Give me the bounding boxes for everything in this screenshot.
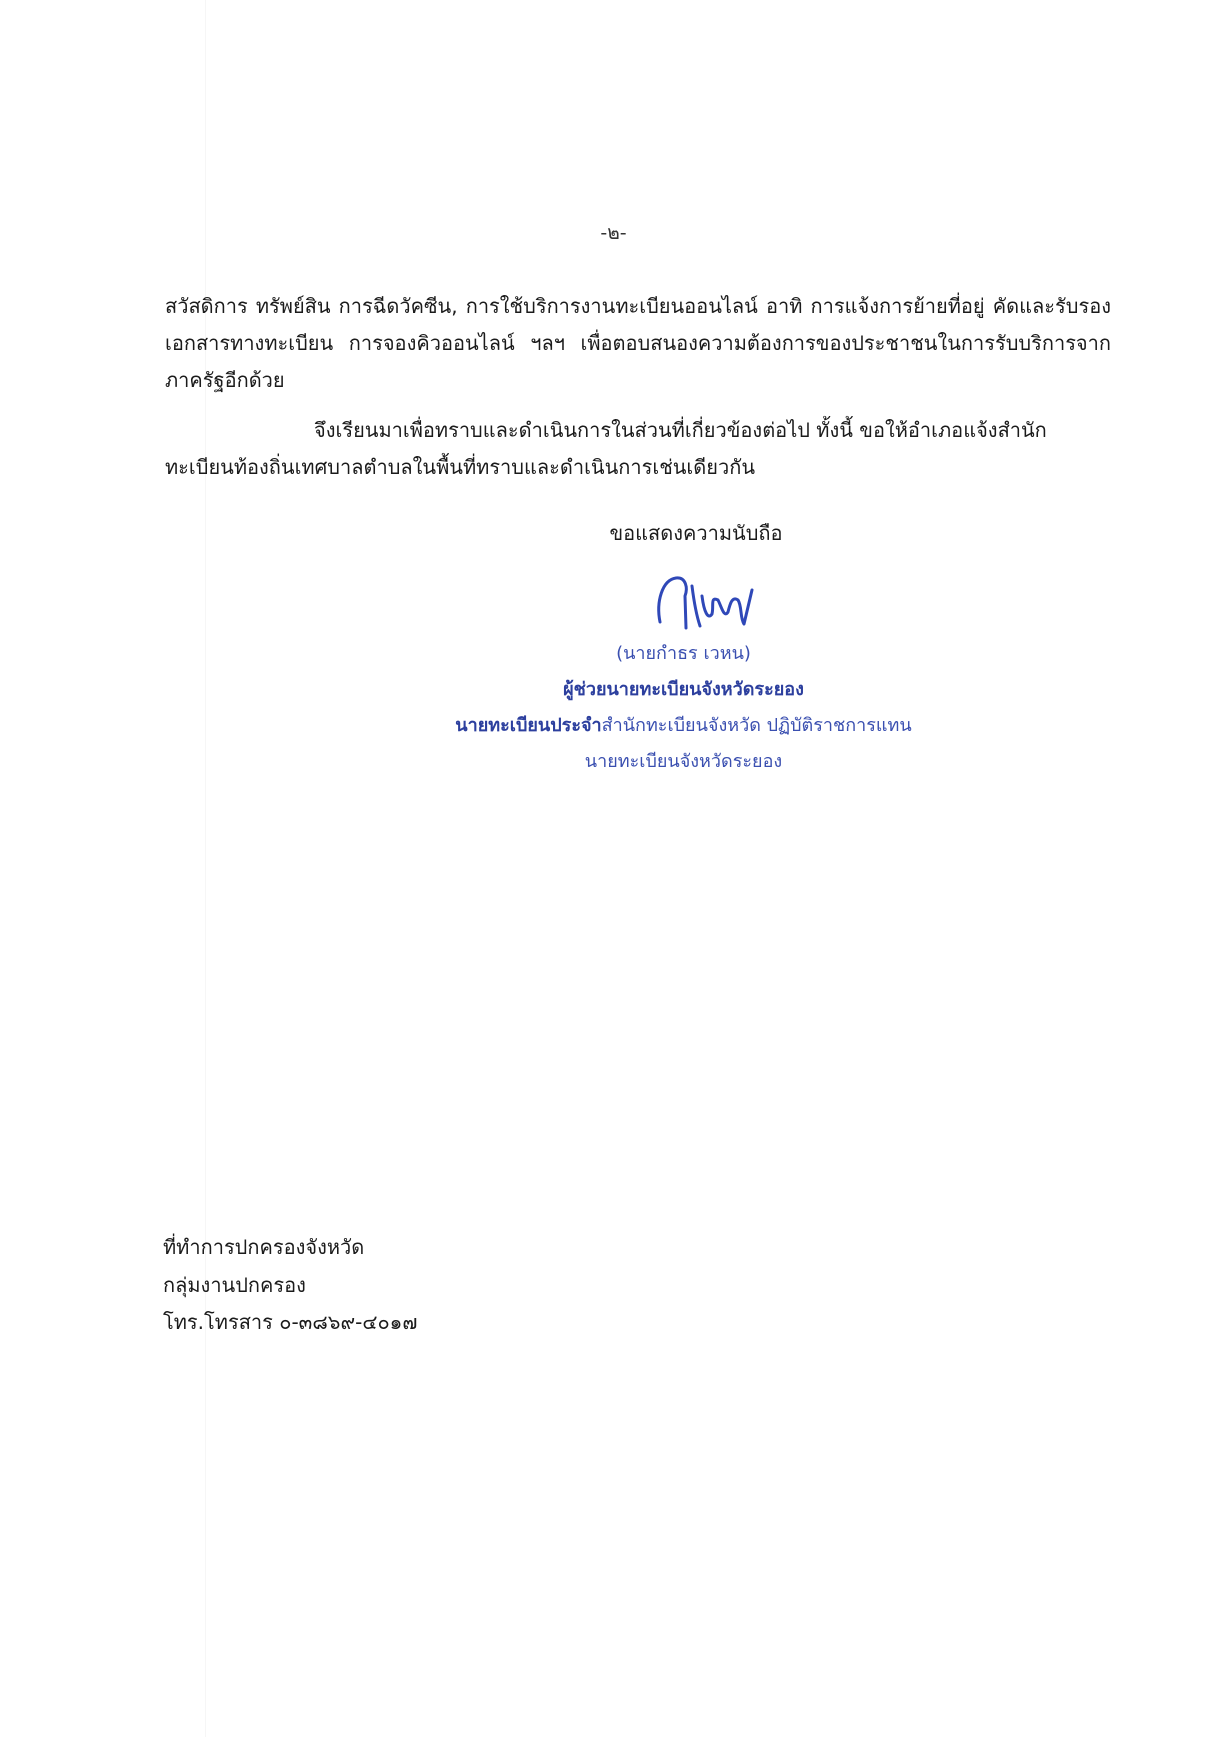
signatory-title-assistant: ผู้ช่วยนายทะเบียนจังหวัดระยอง	[563, 679, 804, 700]
footer-contact	[163, 1229, 417, 1342]
footer-phone-fax: โทร.โทรสาร ๐-๓๘๖๙-๔๐๑๗	[163, 1310, 418, 1334]
body-paragraph-2: จึงเรียนมาเพื่อทราบและดำเนินการในส่วนที่เกี่ยวข้องต่อไป ทั้งนี้ ขอให้อำเภอแจ้งสำนักทะเบียนท้องถิ่นเทศบาลตำบลในพื้นที่ทราบและดำเนินการเช่นเดียวกัน	[165, 418, 1047, 479]
footer-division: กลุ่มงานปกครอง	[163, 1272, 306, 1297]
signatory-title-registrar-rest: สำนักทะเบียนจังหวัด ปฏิบัติราชการแทน	[601, 715, 912, 736]
handwritten-signature	[652, 572, 762, 634]
signatory-name: (นายกำธร เวหน)	[616, 643, 751, 664]
signatory-title-provincial: นายทะเบียนจังหวัดระยอง	[584, 751, 783, 772]
signature-block	[0, 636, 1227, 780]
body-paragraph-1: สวัสดิการ ทรัพย์สิน การฉีดวัคซีน, การใช้บริการงานทะเบียนออนไลน์ อาทิ การแจ้งการย้ายที่อยู่ คัดและรับรองเอกสารทางทะเบียน การจองคิวออนไลน์ ฯลฯ เพื่อตอบสนองความต้องการของประชาชนในการรับบริการจากภาครัฐอีกด้วย	[165, 294, 1111, 392]
signatory-title-registrar	[140, 708, 1227, 744]
page-number: -๒-	[600, 222, 627, 244]
closing-salutation: ขอแสดงความนับถือ	[609, 521, 783, 545]
scan-artifact-line	[205, 0, 206, 1737]
signatory-title-registrar-bold: นายทะเบียนประจำ	[455, 715, 602, 736]
footer-office: ที่ทำการปกครองจังหวัด	[163, 1235, 365, 1259]
